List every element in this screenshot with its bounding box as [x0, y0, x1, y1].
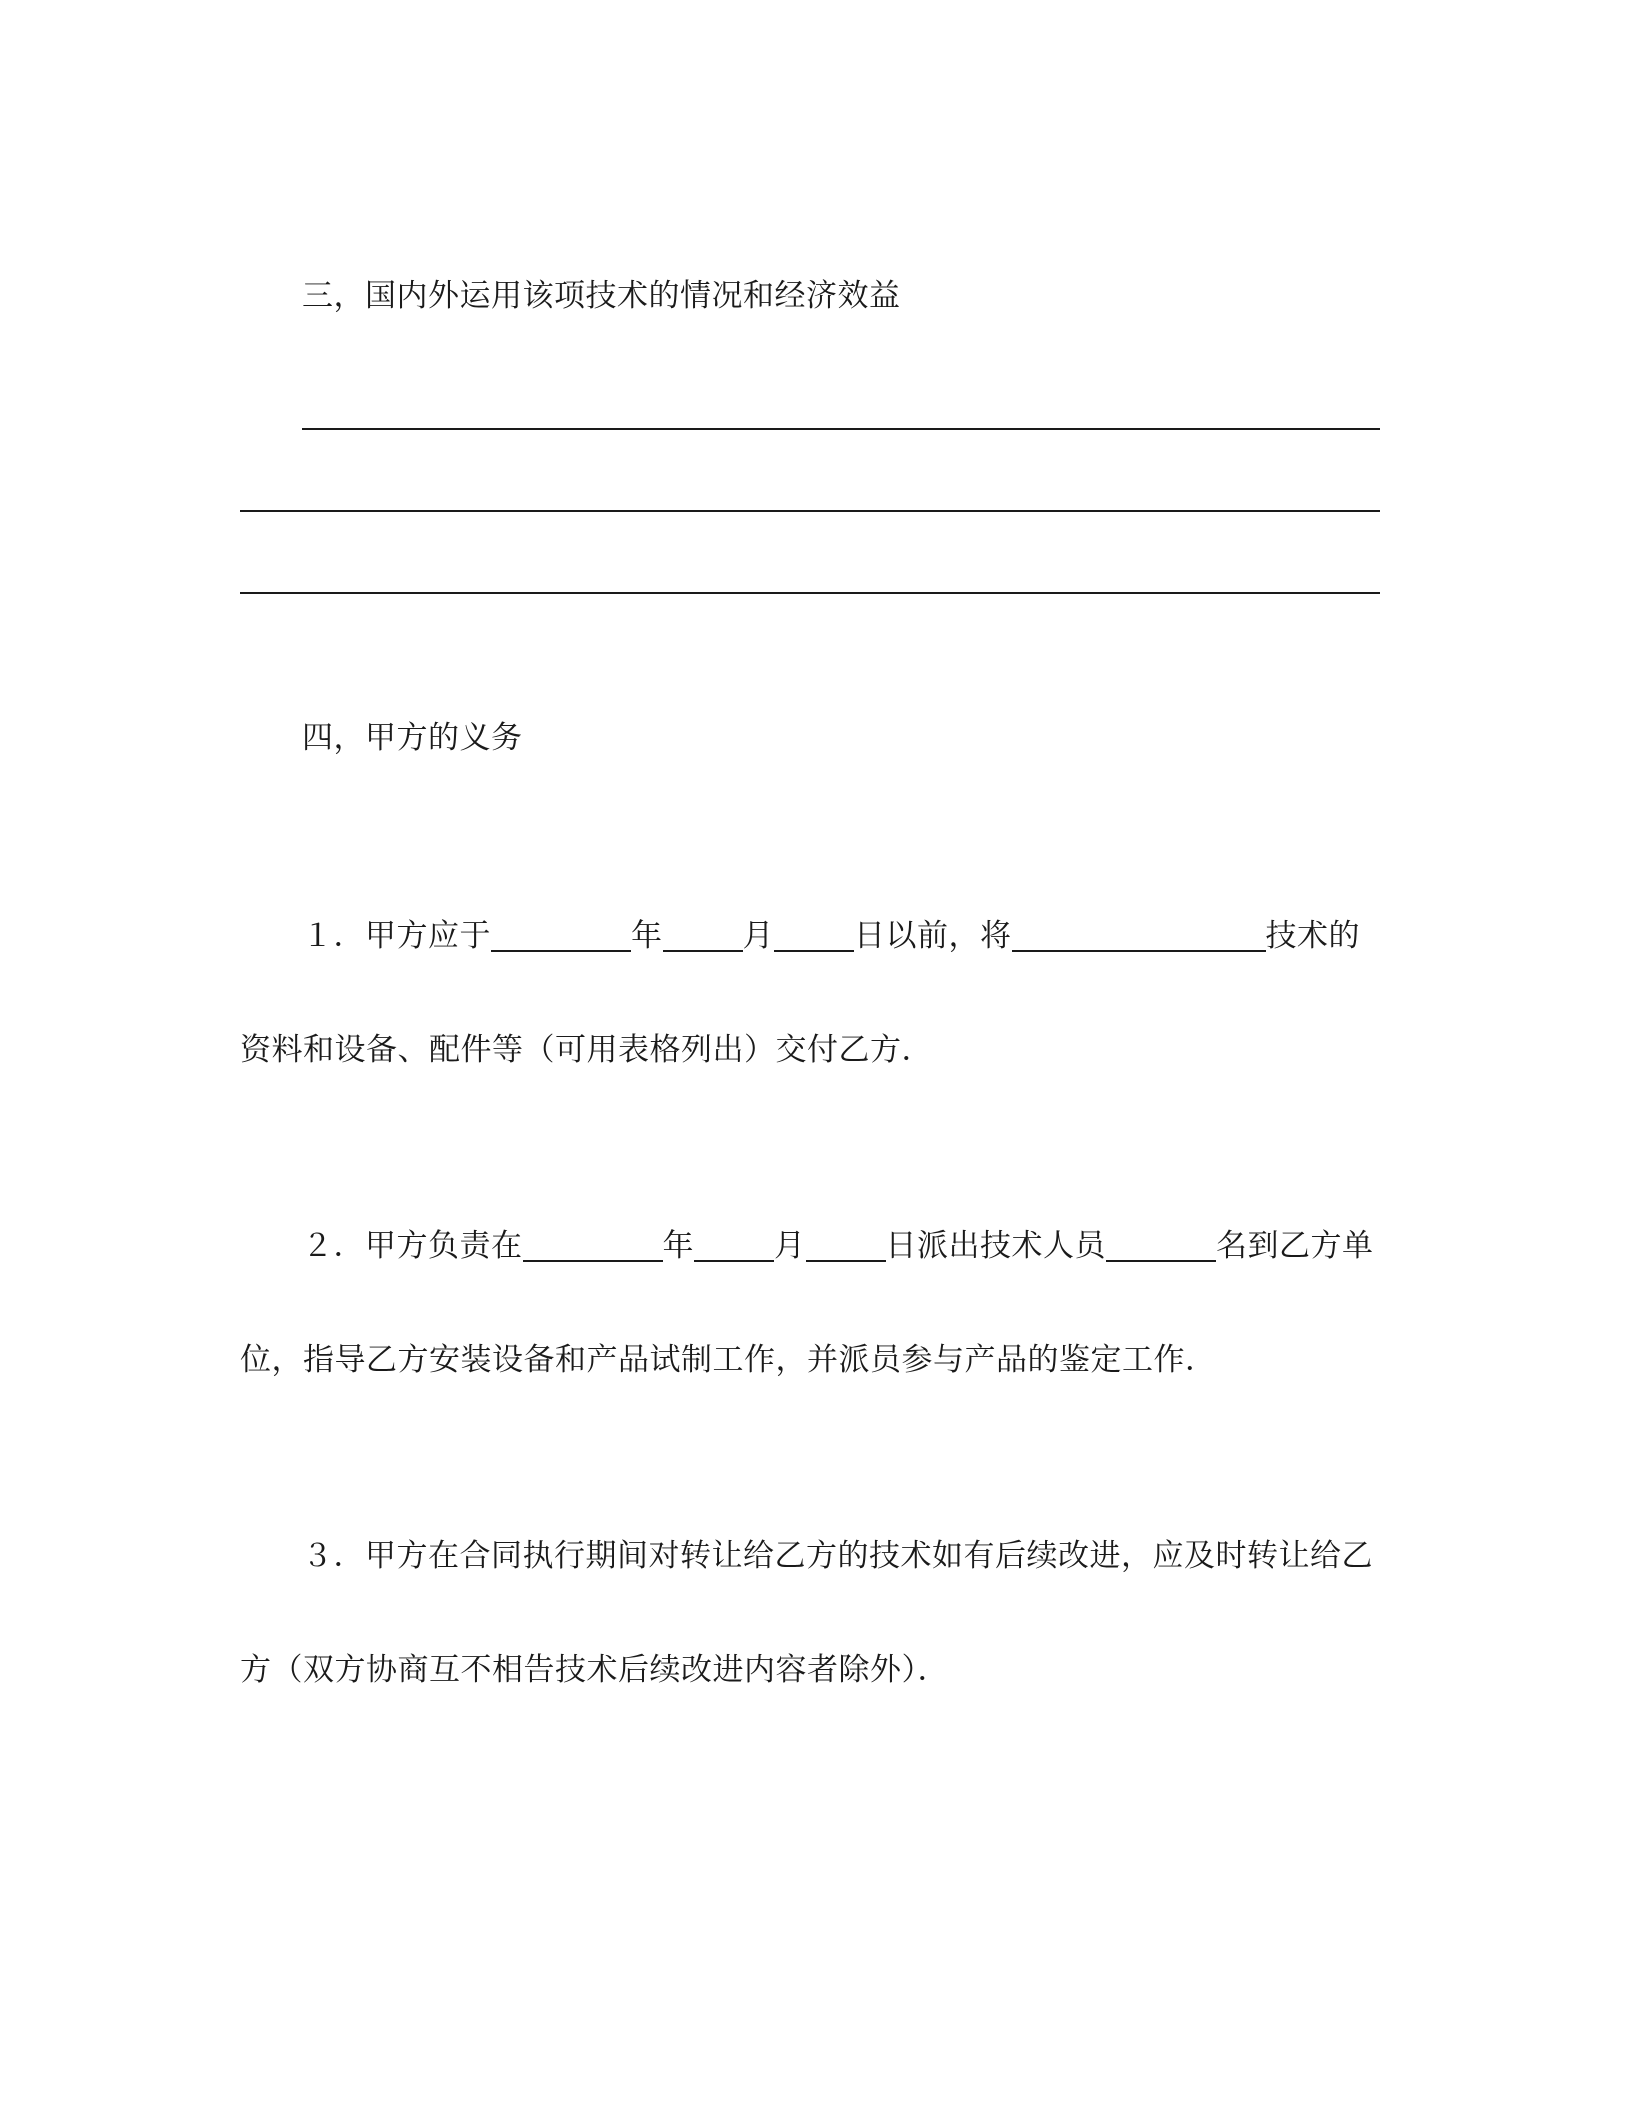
section-3-fill-line-3[interactable] [240, 592, 1380, 594]
item-1-month-blank[interactable] [663, 920, 743, 952]
section-4-heading: 四，甲方的义务 [302, 720, 523, 756]
item-3-line-1 [302, 1536, 1373, 1576]
item-2-year-blank[interactable] [523, 1230, 663, 1262]
item-2-month-label: 月 [774, 1228, 806, 1264]
item-2-text-a: 甲方负责在 [365, 1228, 523, 1264]
item-1-year-label: 年 [631, 918, 663, 954]
item-1-day-blank[interactable] [774, 920, 854, 952]
item-2-tail: 名到乙方单 [1216, 1228, 1374, 1264]
item-1-tech-blank[interactable] [1012, 920, 1266, 952]
item-1-text-a: 甲方应于 [365, 918, 491, 954]
item-1-day-label: 日以前，将 [854, 918, 1012, 954]
item-2-day-label: 日派出技术人员 [885, 1228, 1106, 1264]
item-2-number: ２． [302, 1228, 365, 1264]
item-1-number: １． [302, 918, 365, 954]
item-2-month-blank[interactable] [694, 1230, 774, 1262]
item-2-year-label: 年 [662, 1228, 694, 1264]
item-1-line-2: 资料和设备、配件等（可用表格列出）交付乙方． [240, 1032, 933, 1068]
item-2-line-1 [302, 1226, 1374, 1266]
item-3-line-2: 方（双方协商互不相告技术后续改进内容者除外）． [240, 1652, 949, 1688]
section-3-fill-line-1[interactable] [302, 428, 1380, 430]
item-2-line-2: 位，指导乙方安装设备和产品试制工作，并派员参与产品的鉴定工作． [240, 1342, 1217, 1378]
item-2-staff-count-blank[interactable] [1106, 1230, 1216, 1262]
section-3-heading: 三，国内外运用该项技术的情况和经济效益 [302, 278, 901, 314]
item-3-text: 甲方在合同执行期间对转让给乙方的技术如有后续改进，应及时转让给乙 [365, 1538, 1373, 1574]
item-1-tail: 技术的 [1265, 918, 1360, 954]
item-1-line-1 [302, 916, 1360, 956]
item-1-year-blank[interactable] [491, 920, 631, 952]
item-3-number: ３． [302, 1538, 365, 1574]
item-2-day-blank[interactable] [806, 1230, 886, 1262]
section-3-fill-line-2[interactable] [240, 510, 1380, 512]
item-1-month-label: 月 [742, 918, 774, 954]
